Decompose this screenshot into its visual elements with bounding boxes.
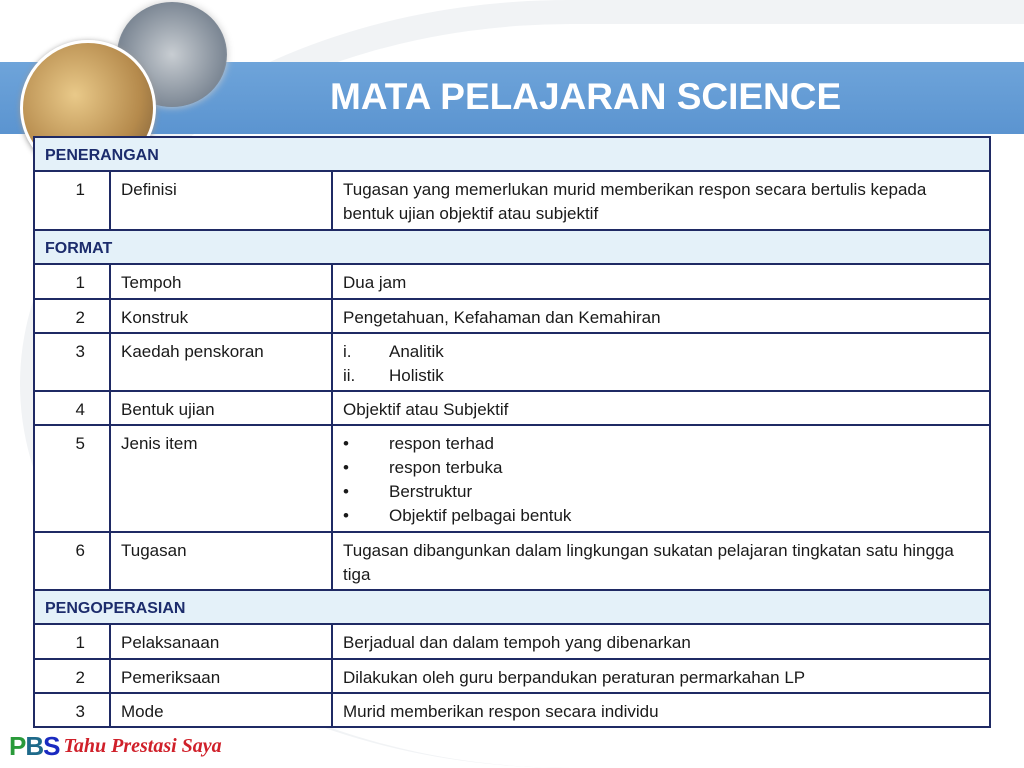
pbs-logo-mark: PBS xyxy=(9,731,60,761)
section-heading: PENGOPERASIAN xyxy=(34,590,990,624)
row-number: 4 xyxy=(34,391,110,425)
list-item: • Objektif pelbagai bentuk xyxy=(343,506,572,525)
row-label: Jenis item xyxy=(110,425,332,532)
row-value: Objektif atau Subjektif xyxy=(332,391,990,425)
row-number: 2 xyxy=(34,659,110,693)
table-row xyxy=(34,659,990,693)
table-row xyxy=(34,624,990,659)
section-heading: FORMAT xyxy=(34,230,990,264)
row-label: Definisi xyxy=(110,171,332,230)
row-number: 3 xyxy=(34,693,110,727)
info-table xyxy=(33,136,991,728)
list-item: • Berstruktur xyxy=(343,482,473,501)
pbs-logo xyxy=(9,731,222,762)
row-label: Kaedah penskoran xyxy=(110,333,332,391)
table-row xyxy=(34,333,990,391)
row-value: Tugasan yang memerlukan murid memberikan respon secara bertulis kepada bentuk ujian objektif atau subjektif xyxy=(332,171,990,230)
table-row xyxy=(34,299,990,333)
row-number: 3 xyxy=(34,333,110,391)
row-label: Tempoh xyxy=(110,264,332,299)
row-value: Pengetahuan, Kefahaman dan Kemahiran xyxy=(332,299,990,333)
row-value: Berjadual dan dalam tempoh yang dibenarkan xyxy=(332,624,990,659)
row-number: 1 xyxy=(34,264,110,299)
row-value: Dua jam xyxy=(332,264,990,299)
list-item: i. Analitik xyxy=(343,342,444,361)
slide-title: MATA PELAJARAN SCIENCE xyxy=(330,76,842,117)
list-item: ii. Holistik xyxy=(343,366,444,385)
table-row xyxy=(34,171,990,230)
row-value xyxy=(332,333,990,391)
row-number: 1 xyxy=(34,624,110,659)
row-number: 5 xyxy=(34,425,110,532)
table-row xyxy=(34,532,990,590)
table-row xyxy=(34,264,990,299)
table-row xyxy=(34,391,990,425)
row-value xyxy=(332,425,990,532)
row-label: Konstruk xyxy=(110,299,332,333)
row-value: Dilakukan oleh guru berpandukan peraturan permarkahan LP xyxy=(332,659,990,693)
table-row xyxy=(34,425,990,532)
row-label: Mode xyxy=(110,693,332,727)
row-value: Murid memberikan respon secara individu xyxy=(332,693,990,727)
list-item: • respon terbuka xyxy=(343,458,503,477)
row-label: Bentuk ujian xyxy=(110,391,332,425)
section-heading: PENERANGAN xyxy=(34,137,990,171)
list-item: • respon terhad xyxy=(343,434,494,453)
row-label: Tugasan xyxy=(110,532,332,590)
row-number: 1 xyxy=(34,171,110,230)
logo-tagline: Tahu Prestasi Saya xyxy=(63,735,222,757)
row-label: Pemeriksaan xyxy=(110,659,332,693)
row-number: 2 xyxy=(34,299,110,333)
row-number: 6 xyxy=(34,532,110,590)
row-value: Tugasan dibangunkan dalam lingkungan sukatan pelajaran tingkatan satu hingga tiga xyxy=(332,532,990,590)
table-row xyxy=(34,693,990,727)
row-label: Pelaksanaan xyxy=(110,624,332,659)
